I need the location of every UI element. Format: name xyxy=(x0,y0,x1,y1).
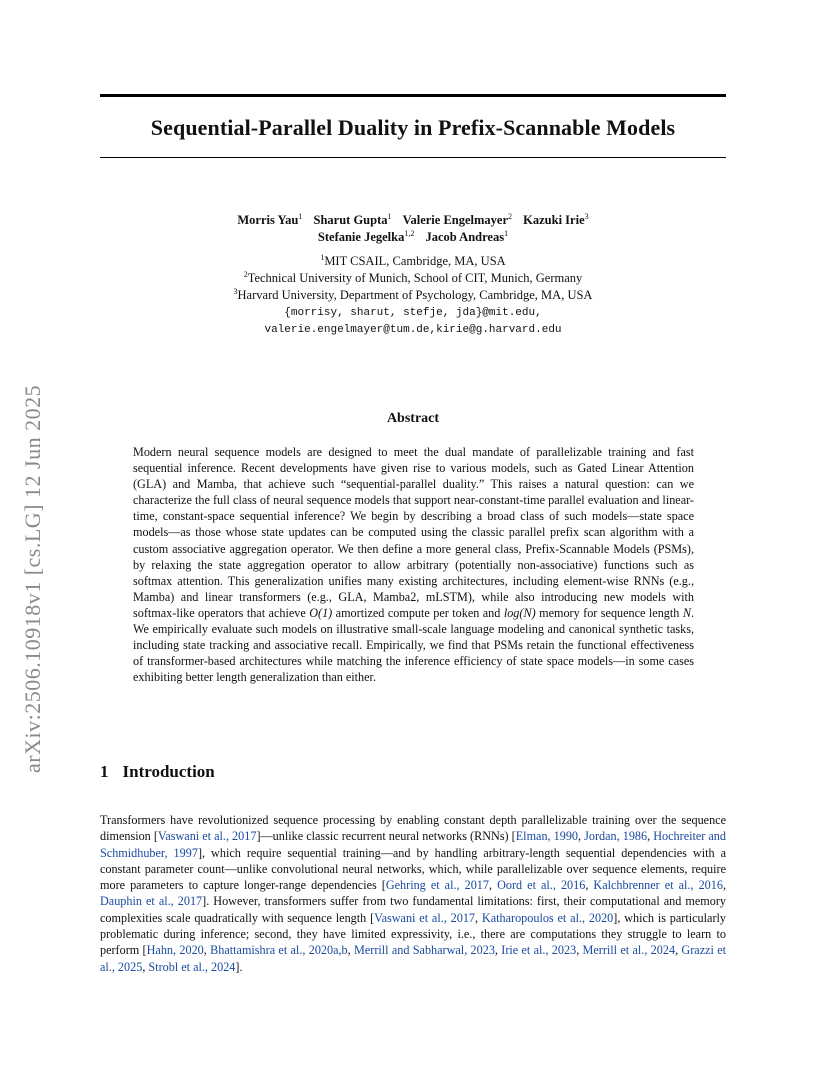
section-heading-introduction: 1 Introduction xyxy=(100,762,215,781)
citation-link[interactable]: Oord et al., 2016 xyxy=(497,878,586,893)
citation-link[interactable]: Irie et al., 2023 xyxy=(501,943,577,958)
author-name: Sharut Gupta$^1$ xyxy=(313,211,392,227)
author-name: Valerie Engelmayer$^2$ xyxy=(402,211,513,227)
citation-link[interactable]: Gehring et al., 2017 xyxy=(385,878,489,893)
citation-link[interactable]: Katharopoulos et al., 2020 xyxy=(481,910,614,925)
citation-link[interactable]: Vaswani et al., 2017 xyxy=(157,829,257,844)
email-list xyxy=(100,305,726,339)
introduction-paragraph: Transformers have revolutionized sequence processing by enabling constant depth parallelizable training over the sequence dimension [Vaswani et al., 2017]—unlike classic recurrent neural networks (RNNs) [Elman, 1990, Jordan, 1986, Hochreiter and Schmidhuber, 1997], which require sequential training—and by handling arbitrary-length sequential dependencies with a constant parameter count—unlike convolutional neural networks, which, while parallelizable over sequence elements, require more parameters to capture longer-range dependencies [Gehring et al., 2017, Oord et al., 2016, Kalchbrenner et al., 2016, Dauphin et al., 2017]. However, transformers suffer from two fundamental limitations: first, their computational and memory complexities scale quadratically with sequence length [Vaswani et al., 2017, Katharopoulos et al., 2020], which is particularly problematic during inference; second, they have limited expressivity, i.e., there are computations they struggle to learn to perform [Hahn, 2020, Bhattamishra et al., 2020a,b, Merrill and Sabharwal, 2023, Irie et al., 2023, Merrill et al., 2024, Grazzi et al., 2025, Strobl et al., 2024]. xyxy=(100,813,727,974)
citation-link[interactable]: Grazzi et al., 2025 xyxy=(100,943,727,974)
citation-link[interactable]: Vaswani et al., 2017 xyxy=(374,910,476,925)
title-rule-top xyxy=(100,94,726,97)
math-expression: log(N) xyxy=(503,605,536,620)
citation-link[interactable]: Strobl et al., 2024 xyxy=(148,959,236,974)
title-rule-bottom xyxy=(100,157,726,158)
affiliation-list xyxy=(100,253,726,304)
author-name: Morris Yau$^1$ xyxy=(237,211,303,227)
email-line: {morrisy, sharut, stefje, jda}@mit.edu, xyxy=(284,307,542,319)
author-name: Kazuki Irie$^3$ xyxy=(523,211,589,227)
citation-link[interactable]: Merrill and Sabharwal, 2023 xyxy=(354,943,495,958)
citation-link[interactable]: Hahn, 2020 xyxy=(146,943,204,958)
author-name: Jacob Andreas$^1$ xyxy=(425,228,509,244)
abstract-text: Modern neural sequence models are designed to meet the dual mandate of parallelizable training and fast sequential inference. Recent developments have given rise to various models, such as Gated Linear Attention (GLA) and Mamba, that achieve such “sequential-parallel duality.” This raises a natural question: can we characterize the full class of neural sequence models that support near-constant-time parallel evaluation and linear-time, constant-space sequential inference? We begin by describing a broad class of such models—state space models—as those whose state updates can be computed using the classic parallel prefix scan algorithm with a custom associative aggregation operator. We then define a more general class, Prefix-Scannable Models (PSMs), by relaxing the state aggregation operator to allow arbitrary (potentially non-associative) functions such as softmax attention. This generalization unifies many existing architectures, including element-wise RNNs (e.g., Mamba) and linear transformers (e.g., GLA, Mamba2, mLSTM), while also introducing new models with softmax-like operators that achieve O(1) amortized compute per token and log(N) memory for sequence length N. We empirically evaluate such models on illustrative small-scale language modeling and canonical synthetic tasks, including state tracking and associative recall. Empirically, we find that PSMs retain the functional effectiveness of transformer-based architectures while matching the inference efficiency of state space models—in some cases exhibiting better length generalization than either. xyxy=(133,445,694,685)
affiliation: $^3$Harvard University, Department of Psychology, Cambridge, MA, USA xyxy=(233,286,593,302)
affiliation: $^1$MIT CSAIL, Cambridge, MA, USA xyxy=(320,252,506,268)
author-name: Stefanie Jegelka$^{1,2}$ xyxy=(317,228,415,244)
author-list-line-1 xyxy=(100,212,726,229)
arxiv-identifier-stamp: arXiv:2506.10918v1 [cs.LG] 12 Jun 2025 xyxy=(20,384,45,773)
citation-link[interactable]: Jordan, 1986 xyxy=(584,829,648,844)
math-expression: N xyxy=(682,605,691,620)
citation-link[interactable]: Bhattamishra et al., 2020a,b xyxy=(210,943,348,958)
affiliation: $^2$Technical University of Munich, School of CIT, Munich, Germany xyxy=(243,269,583,285)
citation-link[interactable]: Elman, 1990 xyxy=(515,829,579,844)
author-list-line-2 xyxy=(100,229,726,246)
citation-link[interactable]: Kalchbrenner et al., 2016 xyxy=(593,878,723,893)
abstract-heading: Abstract xyxy=(386,411,440,426)
paper-title: Sequential-Parallel Duality in Prefix-Scannable Models xyxy=(150,115,676,140)
citation-link[interactable]: Dauphin et al., 2017 xyxy=(100,894,203,909)
email-line: valerie.engelmayer@tum.de,kirie@g.harvard.edu xyxy=(264,324,562,336)
math-expression: O(1) xyxy=(309,605,333,620)
citation-link[interactable]: Merrill et al., 2024 xyxy=(582,943,676,958)
citation-link[interactable]: Hochreiter and Schmidhuber, 1997 xyxy=(100,829,726,860)
